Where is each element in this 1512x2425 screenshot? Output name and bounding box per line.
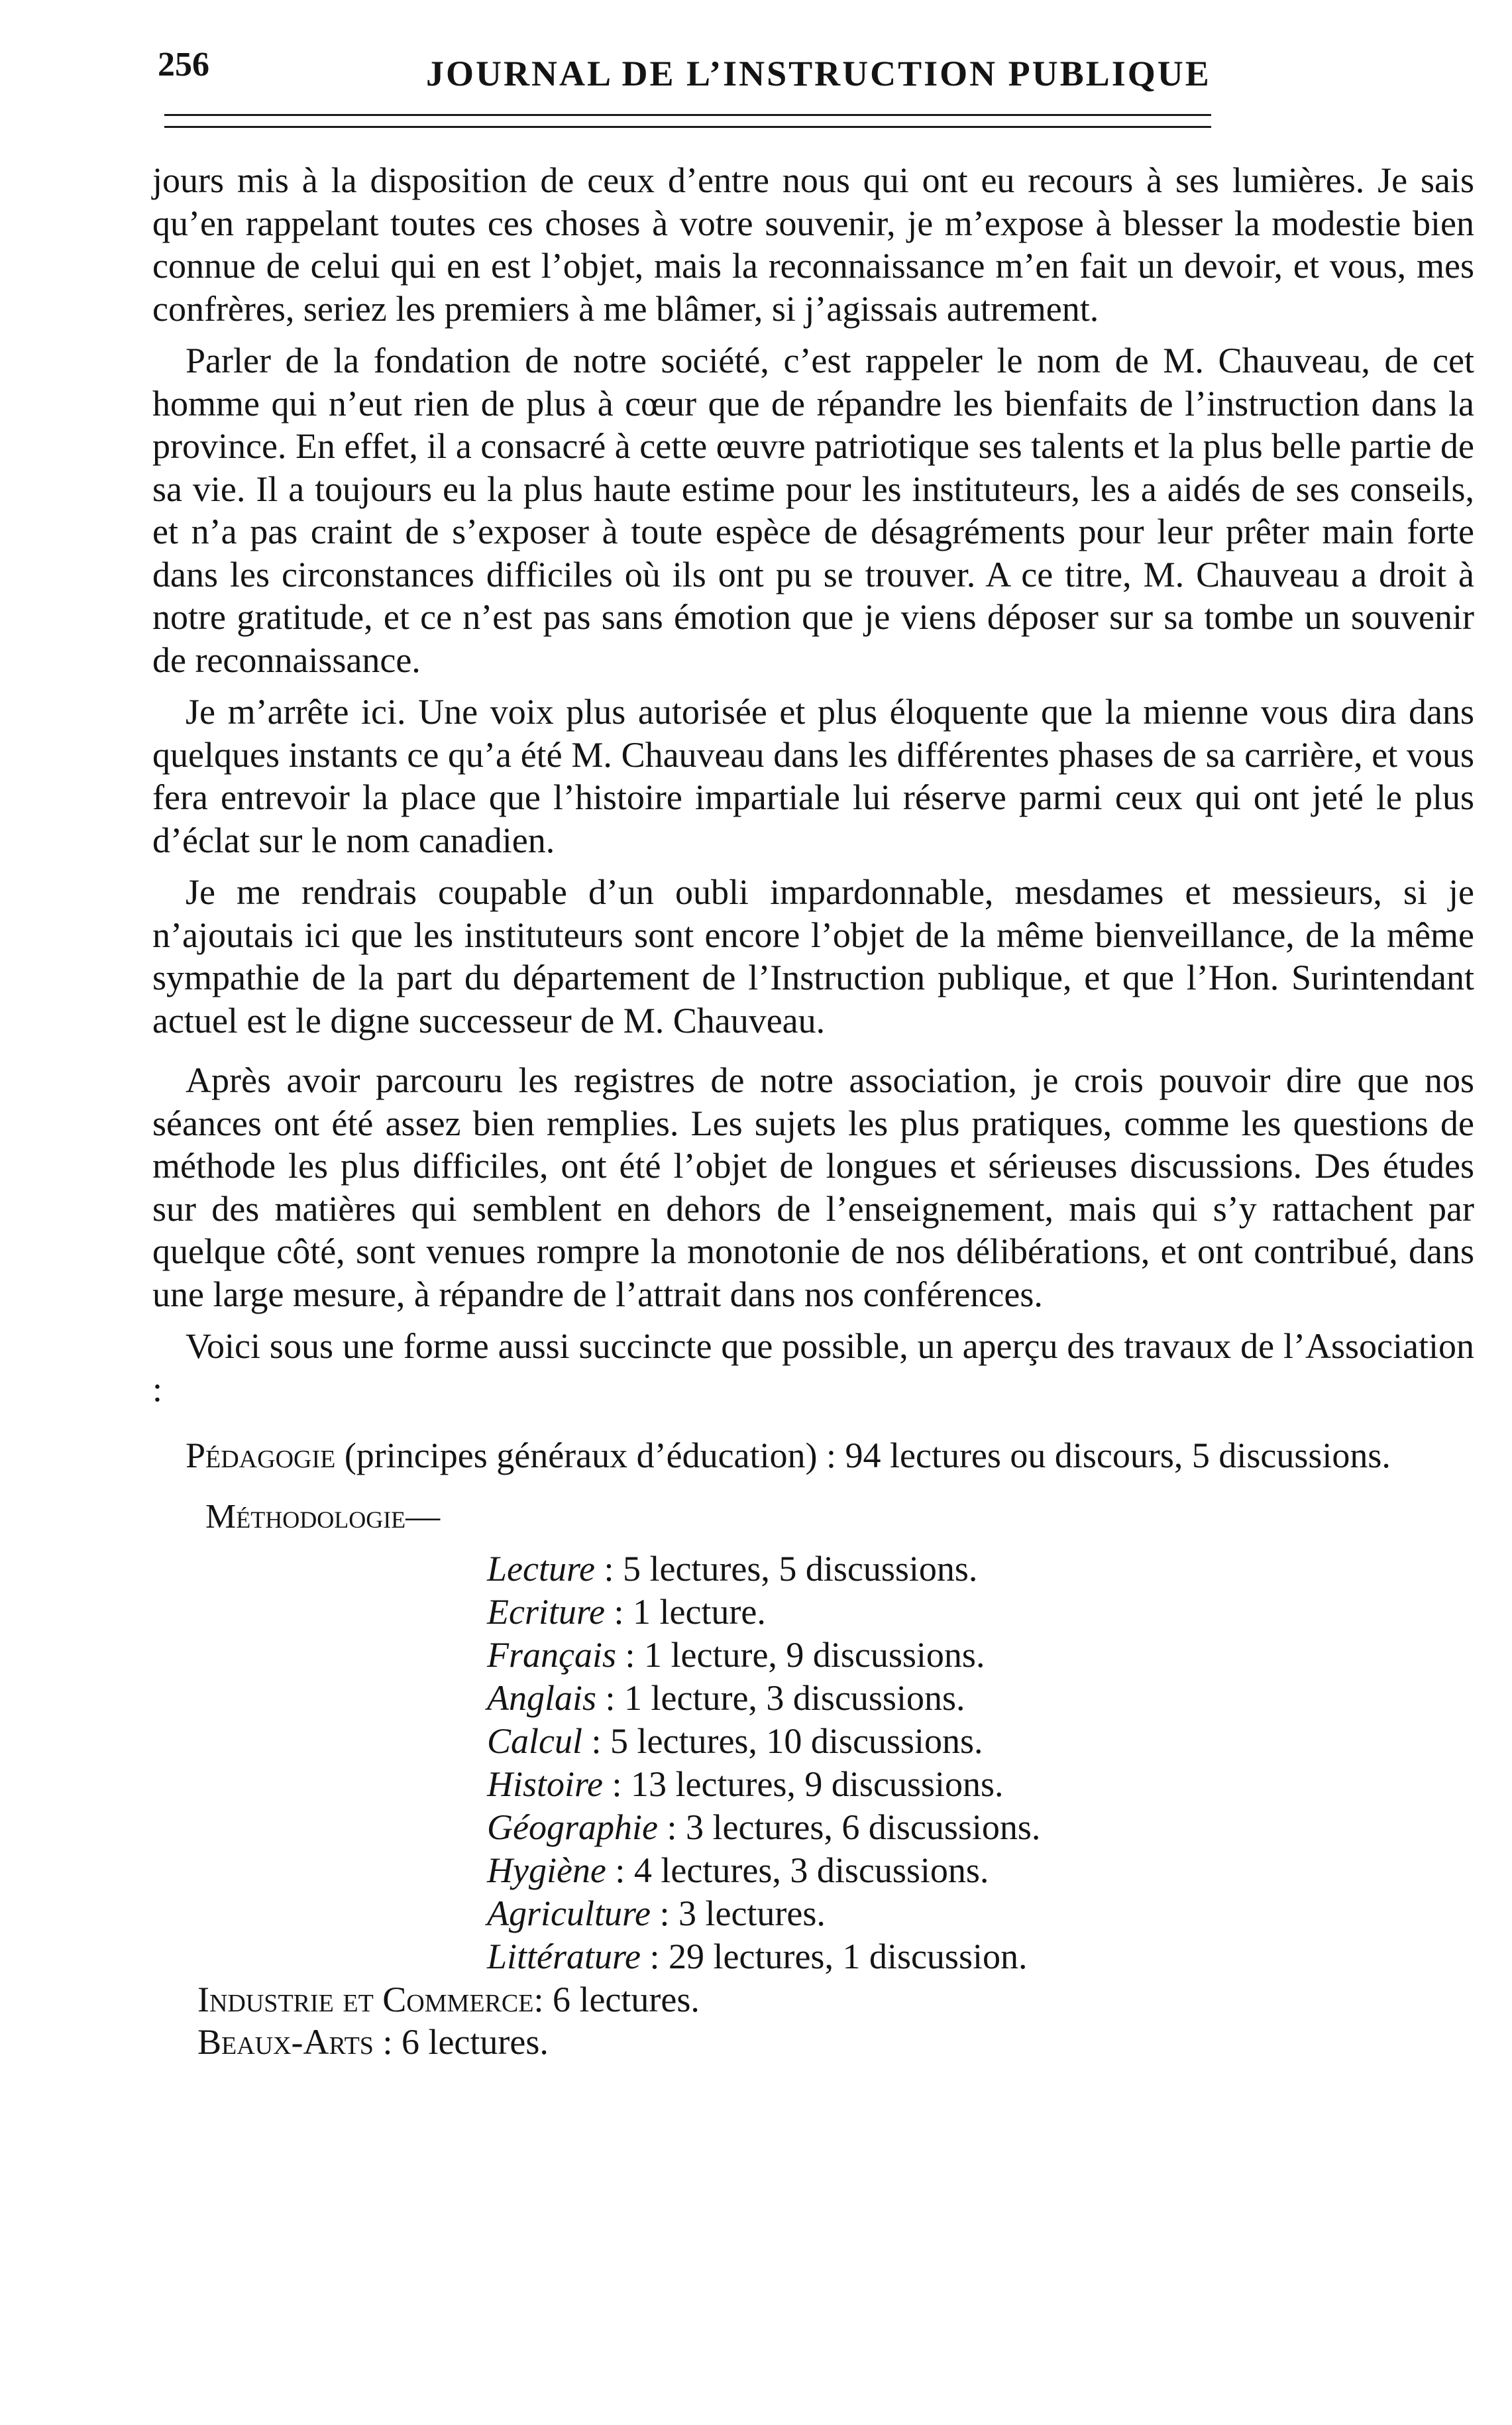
paragraph-department: Je me rendrais coupable d’un oubli impardonnable, mesdames et messieurs, si je n’ajoutais ici que les instituteurs sont encore l’objet de la même bienveillance, de la même sympathie de la part du département de l’Instruction publique, et que l’Hon. Surintendant actuel est le digne successeur de M. Chauveau. xyxy=(152,872,1474,1041)
paragraph-overview: Voici sous une forme aussi succincte que possible, un aperçu des travaux de l’Association : xyxy=(152,1326,1474,1409)
methodologie-item: Français : 1 lecture, 9 discussions. xyxy=(487,1634,985,1675)
methodologie-heading: Méthodologie— xyxy=(205,1497,441,1536)
subject-counts: 3 lectures. xyxy=(678,1893,826,1933)
beaux-arts-text: : 6 lectures. xyxy=(373,2021,549,2062)
subject-name: Anglais xyxy=(487,1677,597,1718)
subject-counts: 1 lecture. xyxy=(632,1591,766,1632)
running-title: JOURNAL DE L’INSTRUCTION PUBLIQUE xyxy=(426,54,1211,93)
pedagogie-text: (principes généraux d’éducation) : 94 lectures ou discours, 5 discussions. xyxy=(335,1436,1391,1475)
methodologie-item: Géographie : 3 lectures, 6 discussions. xyxy=(487,1807,1041,1847)
header-rule-bottom xyxy=(164,126,1211,128)
subject-name: Lecture xyxy=(487,1548,595,1589)
pedagogie-entry xyxy=(152,1434,1474,1477)
paragraph-chauveau-foundation: Parler de la fondation de notre société, c’est rappeler le nom de M. Chauveau, de cet homme qui n’eut rien de plus à cœur que de répandre les bienfaits de l’instruction dans la province. En effet, il a consacré à cette œuvre patriotique ses talents et la plus belle partie de sa vie. Il a toujours eu la plus haute estime pour les instituteurs, les a aidés de ses conseils, et n’a pas craint de s’exposer à toute espèce de désagréments pour leur prêter main forte dans les circonstances difficiles où ils ont pu se trouver. A ce titre, M. Chauveau a droit à notre gratitude, et ce n’est pas sans émotion que je viens déposer sur sa tombe un souvenir de reconnaissance. xyxy=(152,341,1474,680)
methodologie-list xyxy=(487,1548,1474,1978)
paragraph-continuation: jours mis à la disposition de ceux d’entre nous qui ont eu recours à ses lumières. Je sais qu’en rappelant toutes ces choses à votre souvenir, je m’expose à blesser la modestie bien connue de celui qui en est l’objet, mais la reconnaissance m’en fait un devoir, et vous, mes confrères, seriez les premiers à me blâmer, si j’agissais autrement. xyxy=(152,160,1474,329)
industrie-text: : 6 lectures. xyxy=(533,1979,700,2019)
subject-counts: 1 lecture, 3 discussions. xyxy=(624,1677,965,1718)
subject-counts: 13 lectures, 9 discussions. xyxy=(631,1764,1004,1804)
paragraph-registers: Après avoir parcouru les registres de notre association, je crois pouvoir dire que nos séances ont été assez bien remplies. Les sujets les plus pratiques, comme les questions de méthode les plus difficiles, ont été l’objet de longues et sérieuses discussions. Des études sur des matières qui semblent en dehors de l’enseignement, mais qui s’y rattachent par quelque côté, sont venues rompre la monotonie de nos délibérations, et ont contribué, dans une large mesure, à répandre de l’attrait dans nos conférences. xyxy=(152,1060,1474,1314)
methodologie-item: Lecture : 5 lectures, 5 discussions. xyxy=(487,1548,978,1589)
subject-counts: 4 lectures, 3 discussions. xyxy=(633,1850,989,1890)
page-header xyxy=(158,33,1211,113)
paragraph-voice: Je m’arrête ici. Une voix plus autorisée et plus éloquente que la mienne vous dira dans quelques instants ce qu’a été M. Chauveau dans les différentes phases de sa carrière, et vous fera entrevoir la place que l’histoire impartiale lui réserve parmi ceux qui ont jeté le plus d’éclat sur le nom canadien. xyxy=(152,692,1474,860)
beaux-arts-entry xyxy=(197,2021,1474,2063)
methodologie-item: Hygiène : 4 lectures, 3 discussions. xyxy=(487,1850,989,1890)
subject-counts: 29 lectures, 1 discussion. xyxy=(669,1936,1028,1976)
pedagogie-label: Pédagogie xyxy=(186,1436,336,1475)
subject-name: Histoire xyxy=(487,1764,603,1804)
subject-name: Hygiène xyxy=(487,1850,606,1890)
methodologie-item: Ecriture : 1 lecture. xyxy=(487,1591,766,1632)
industrie-label: Industrie et Commerce xyxy=(197,1979,534,2019)
subject-name: Géographie xyxy=(487,1807,658,1847)
subject-name: Agriculture xyxy=(487,1893,651,1933)
subject-counts: 1 lecture, 9 discussions. xyxy=(644,1634,985,1675)
subject-name: Calcul xyxy=(487,1720,582,1761)
methodologie-item: Agriculture : 3 lectures. xyxy=(487,1893,826,1933)
subject-name: Français xyxy=(487,1634,616,1675)
header-rule-top xyxy=(164,114,1211,116)
subject-name: Ecriture xyxy=(487,1591,605,1632)
subject-counts: 5 lectures, 5 discussions. xyxy=(622,1548,978,1589)
article-body xyxy=(152,159,1474,2063)
methodologie-item: Histoire : 13 lectures, 9 discussions. xyxy=(487,1764,1004,1804)
page-number: 256 xyxy=(158,46,209,84)
methodologie-item: Anglais : 1 lecture, 3 discussions. xyxy=(487,1677,965,1718)
industrie-entry xyxy=(197,1978,1474,2021)
methodologie-item: Littérature : 29 lectures, 1 discussion. xyxy=(487,1936,1028,1976)
beaux-arts-label: Beaux-Arts xyxy=(197,2021,374,2062)
subject-counts: 3 lectures, 6 discussions. xyxy=(685,1807,1041,1847)
subject-counts: 5 lectures, 10 discussions. xyxy=(610,1720,983,1761)
subject-name: Littérature xyxy=(487,1936,641,1976)
methodologie-item: Calcul : 5 lectures, 10 discussions. xyxy=(487,1720,983,1761)
